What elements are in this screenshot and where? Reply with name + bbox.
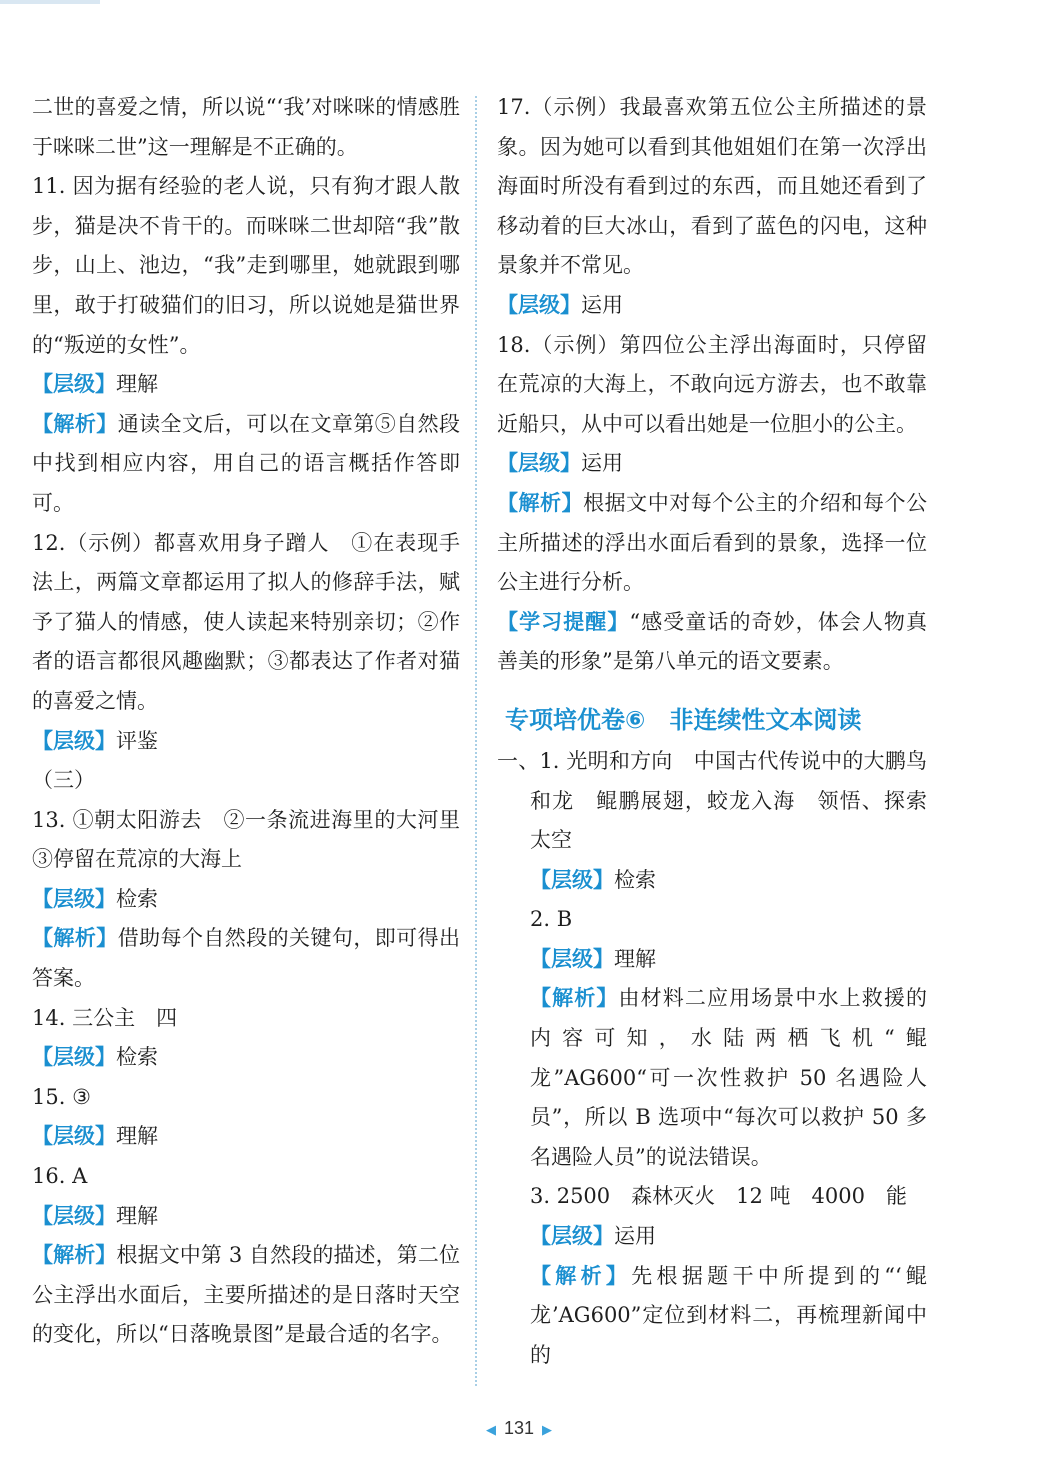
answer-line (497, 326, 927, 445)
right-column (497, 88, 927, 1375)
answer-line (32, 801, 481, 880)
answer-text: 由材料二应用场景中水上救援的内容可知，水陆两栖飞机“鲲龙”AG600“可一次性救护 50 名遇险人员”，所以 B 选项中“每次可以救护 50 多名遇险人员”的说法错误。 (530, 986, 928, 1169)
page-number: 131 (503, 1418, 535, 1438)
answer-text: 17.（示例）我最喜欢第五位公主所描述的景象。因为她可以看到其他姐姐们在第一次浮出海面时所没有看到过的东西，而且她还看到了移动着的巨大冰山，看到了蓝色的闪电，这种景象并不常见。 (497, 95, 927, 278)
answer-text: 14. 三公主 四 (32, 1005, 178, 1030)
answer-line (497, 286, 927, 326)
label-tag: 【层级】 (32, 1045, 116, 1070)
answer-text: 13. ①朝太阳游去 ②一条流进海里的大河里 ③停留在荒凉的大海上 (32, 807, 481, 872)
answer-text: 检索 (116, 886, 158, 911)
answer-text: 理解 (116, 1203, 158, 1228)
answer-text: 二世的喜爱之情，所以说“‘我’对咪咪的情感胜于咪咪二世”这一理解是不正确的。 (32, 95, 460, 159)
answer-text: 运用 (581, 292, 623, 317)
answer-line (32, 722, 460, 762)
answer-line (497, 1217, 927, 1257)
answer-line (32, 88, 460, 167)
answer-line (497, 940, 927, 980)
answer-text: 2. B (530, 907, 573, 932)
label-tag: 【解析】 (32, 926, 118, 951)
label-tag: 【解析】 (530, 1263, 632, 1288)
answer-text: 3. 2500 森林灭火 12 吨 4000 能 (530, 1184, 907, 1209)
label-tag: 【层级】 (32, 728, 116, 753)
answer-line (497, 861, 927, 901)
answer-text: 运用 (614, 1224, 656, 1249)
label-tag: 【解析】 (32, 1243, 117, 1268)
answer-text: 根据文中第 3 自然段的描述，第二位公主浮出水面后，主要所描述的是日落时天空的变化，所以“日落晚景图”是最合适的名字。 (32, 1243, 461, 1347)
label-tag: 【解析】 (32, 411, 118, 436)
answer-text: 理解 (116, 1124, 158, 1149)
label-tag: 【层级】 (530, 946, 614, 971)
answer-line (32, 1157, 460, 1197)
answer-text: 检索 (116, 1045, 158, 1070)
answer-line (32, 1038, 460, 1078)
answer-text: 先根据题干中所提到的“‘鲲龙’AG600”定位到材料二，再梳理新闻中的 (530, 1263, 928, 1367)
answer-line (32, 761, 460, 801)
answer-line (32, 1117, 460, 1157)
answer-line (32, 880, 460, 920)
answer-line (497, 1177, 927, 1217)
answer-line (32, 1197, 460, 1237)
label-tag: 【层级】 (530, 1224, 614, 1249)
answer-line (497, 484, 927, 603)
answer-text: 根据文中对每个公主的介绍和每个公主所描述的浮出水面后看到的景象，选择一位公主进行分析。 (497, 490, 928, 595)
page-footer (0, 1418, 1038, 1439)
answer-text: 11. 因为据有经验的老人说，只有狗才跟人散步，猫是决不肯干的。而咪咪二世却陪“我”散步，山上、池边，“我”走到哪里，她就跟到哪里，敢于打破猫们的旧习，所以说她是猫世界的“叛逆的女性”。 (32, 174, 460, 357)
answer-line (32, 999, 460, 1039)
top-edge-mark (0, 0, 100, 4)
answer-line (497, 1257, 927, 1376)
answer-text: 运用 (581, 451, 623, 476)
section-heading: 专项培优卷⑥ 非连续性文本阅读 (505, 705, 862, 734)
label-tag: 【解析】 (530, 986, 619, 1011)
answer-line (32, 1078, 460, 1118)
answer-text: “感受童话的奇妙，体会人物真善美的形象”是第八单元的语文要素。 (497, 609, 927, 674)
answer-line (497, 979, 927, 1177)
answer-text: 一、1. 光明和方向 中国古代传说中的大鹏鸟和龙 鲲鹏展翅，蛟龙入海 领悟、探索太空 (497, 748, 927, 853)
answer-line (497, 742, 927, 861)
next-arrow-icon: ▶ (542, 1422, 553, 1437)
answer-text: 检索 (614, 867, 656, 892)
answer-line (32, 167, 460, 365)
label-tag: 【层级】 (32, 1203, 116, 1228)
answer-text: 理解 (614, 946, 656, 971)
answer-text: 理解 (116, 372, 158, 397)
answer-line (497, 603, 927, 682)
label-tag: 【学习提醒】 (497, 609, 630, 634)
answer-line (32, 919, 460, 998)
answer-text: 16. A (32, 1164, 88, 1189)
answer-line (497, 88, 927, 286)
label-tag: 【层级】 (497, 292, 581, 317)
answer-text: 通读全文后，可以在文章第⑤自然段中找到相应内容，用自己的语言概括作答即可。 (32, 411, 461, 515)
answer-text: 借助每个自然段的关键句，即可得出答案。 (32, 926, 461, 991)
answer-line (497, 900, 927, 940)
label-tag: 【层级】 (530, 867, 614, 892)
left-column (32, 88, 481, 1355)
label-tag: 【层级】 (32, 1124, 116, 1149)
answer-line (32, 1236, 460, 1355)
answer-text: （三） (32, 768, 95, 793)
prev-arrow-icon: ◀ (485, 1422, 496, 1437)
answer-line (32, 405, 460, 524)
answer-text: 12.（示例）都喜欢用身子蹭人 ①在表现手法上，两篇文章都运用了拟人的修辞手法，赋予了猫人的情感，使人读起来特别亲切；②作者的语言都很风趣幽默；③都表达了作者对猫的喜爱之情。 (32, 530, 460, 713)
answer-line (32, 365, 460, 405)
answer-line (32, 524, 460, 722)
answer-line (497, 444, 927, 484)
column-divider (475, 96, 477, 1386)
answer-text: 15. ③ (32, 1084, 91, 1109)
answer-text: 18.（示例）第四位公主浮出海面时，只停留在荒凉的大海上，不敢向远方游去，也不敢靠近船只，从中可以看出她是一位胆小的公主。 (497, 332, 927, 436)
label-tag: 【层级】 (32, 886, 116, 911)
answer-text: 评鉴 (116, 728, 158, 753)
label-tag: 【解析】 (497, 490, 584, 515)
label-tag: 【层级】 (497, 451, 581, 476)
label-tag: 【层级】 (32, 372, 116, 397)
